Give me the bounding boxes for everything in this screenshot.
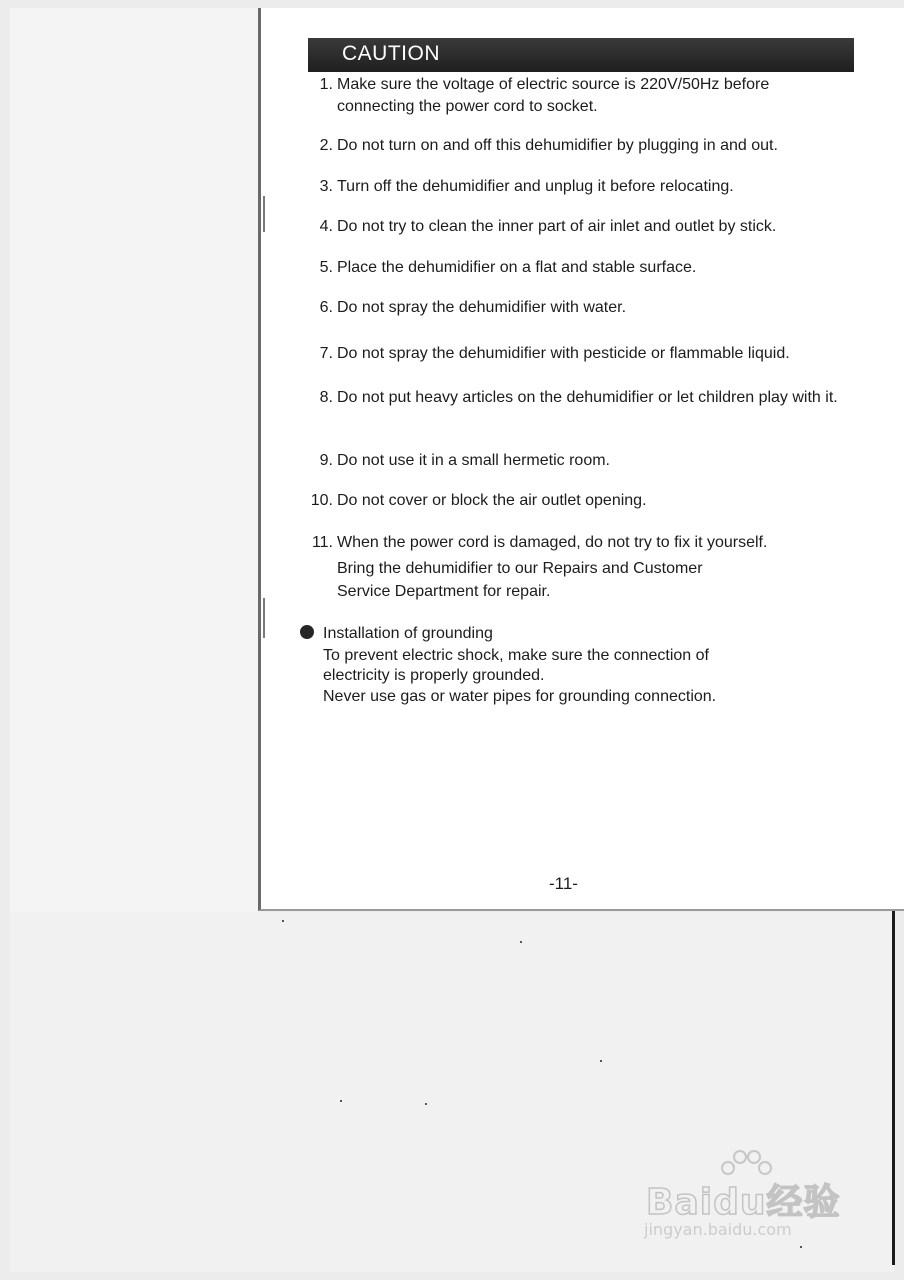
item-text: When the power cord is damaged, do not try to fix it yourself. [337,534,768,551]
grounding-text: Never use gas or water pipes for grounding connection. [323,688,717,705]
caution-item [299,216,859,238]
item-text: Make sure the voltage of electric source is 220V/50Hz before connecting the power cord to socket. [337,76,770,115]
item-text: Do not try to clean the inner part of air inlet and outlet by stick. [337,218,777,235]
manual-page [258,8,904,911]
scan-speck [425,1103,427,1105]
caution-title: CAUTION [342,42,440,65]
caution-item [299,490,859,512]
staple-mark [263,598,265,638]
item-number: 2. [319,137,333,154]
item-number: 5. [319,259,333,276]
item-number: 11. [311,534,333,551]
item-text: Do not put heavy articles on the dehumidifier or let children play with it. [337,389,838,406]
caution-item [299,74,859,118]
staple-mark [263,196,265,232]
scan-speck [520,941,522,943]
scan-speck [282,920,284,922]
item-text: Service Department for repair. [337,583,551,600]
item-text: Do not spray the dehumidifier with pesticide or flammable liquid. [337,345,790,362]
item-text: Place the dehumidifier on a flat and stable surface. [337,259,697,276]
caution-item [299,343,859,365]
bullet-icon [300,625,314,639]
caution-item [299,532,859,554]
item-number: 10. [310,492,333,509]
scan-speck [340,1100,342,1102]
caution-item-continuation [299,581,859,603]
caution-item [299,450,859,472]
item-number: 1. [319,76,333,93]
item-number: 4. [319,218,333,235]
caution-item-continuation [299,558,859,580]
caution-item [299,176,859,198]
item-number: 6. [319,299,333,316]
grounding-text: To prevent electric shock, make sure the connection of [323,647,709,664]
item-text: Do not use it in a small hermetic room. [337,452,610,469]
item-text: Do not cover or block the air outlet opening. [337,492,647,509]
grounding-heading: Installation of grounding [323,625,493,642]
item-text: Do not turn on and off this dehumidifier by plugging in and out. [337,137,778,154]
caution-item [299,135,859,157]
item-text: Turn off the dehumidifier and unplug it before relocating. [337,178,734,195]
scan-background-left [10,8,260,913]
item-number: 9. [319,452,333,469]
item-text: Bring the dehumidifier to our Repairs and Customer [337,560,703,577]
caution-item [299,257,859,279]
item-number: 8. [319,389,333,406]
scan-edge-line [892,905,895,1265]
watermark-url: jingyan.baidu.com [644,1220,792,1239]
caution-header [308,38,854,72]
item-number: 7. [319,345,333,362]
caution-item [299,297,859,319]
caution-item [299,387,859,409]
page-number: -11- [549,874,578,893]
grounding-text: electricity is properly grounded. [323,667,545,684]
watermark-logo-text: Baidu经验 [646,1182,841,1223]
scan-speck [600,1060,602,1062]
item-number: 3. [319,178,333,195]
baidu-watermark [640,1148,855,1248]
item-text: Do not spray the dehumidifier with water. [337,299,627,316]
